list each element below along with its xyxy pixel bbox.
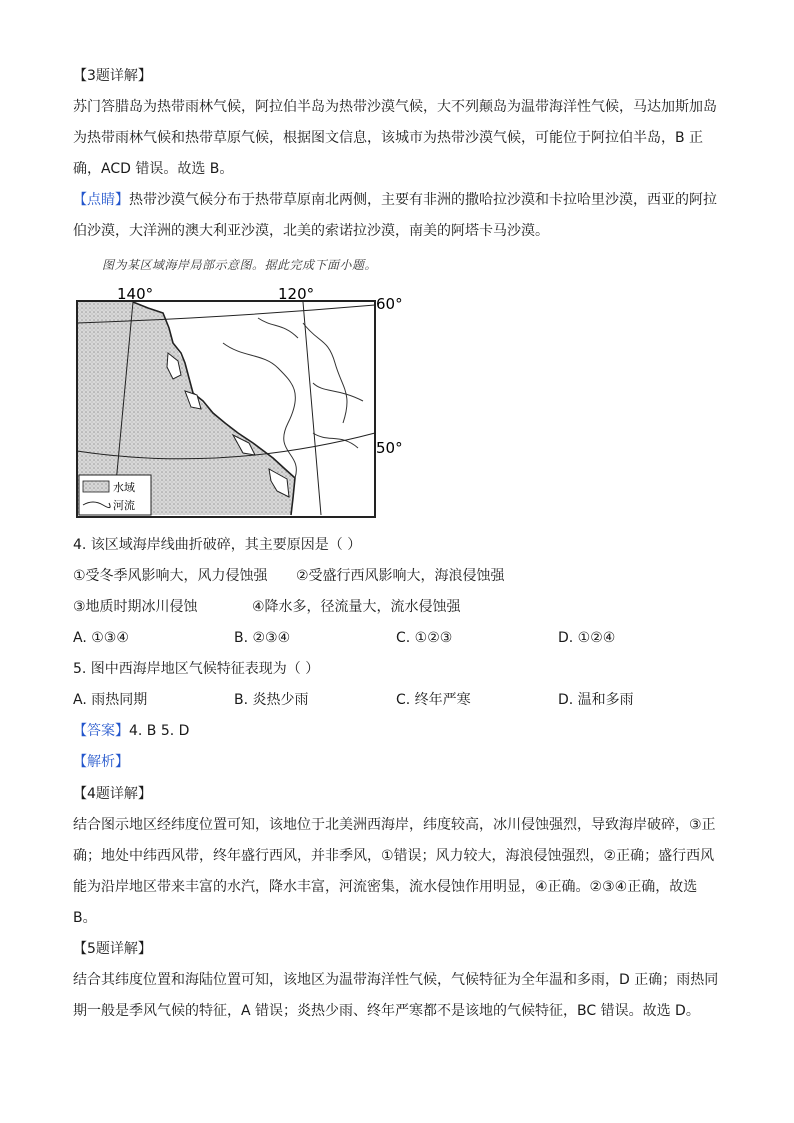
dianjing-tag: 【点睛】 (73, 192, 129, 208)
q4-option-a: A. ①③④ (73, 630, 129, 646)
q3-detail-line-3: 确，ACD 错误。故选 B。 (73, 161, 234, 177)
lat-label-60: 60° (376, 295, 403, 313)
legend-water-label: 水域 (113, 481, 135, 494)
q5-stem: 5. 图中西海岸地区气候特征表现为（ ） (73, 661, 320, 677)
q5-option-d: D. 温和多雨 (558, 692, 634, 708)
q3-detail-line-2: 为热带雨林气候和热带草原气候，根据图文信息，该城市为热带沙漠气候，可能位于阿拉伯半岛，B 正 (73, 130, 704, 146)
q4-detail-line-3: 能为沿岸地区带来丰富的水汽，降水丰富，河流密集，流水侵蚀作用明显，④正确。②③④正确，故选 (73, 879, 698, 895)
q4-item-4: ④降水多，径流量大，流水侵蚀强 (252, 599, 461, 615)
q4-item-1: ①受冬季风影响大，风力侵蚀强 (73, 568, 268, 584)
analysis-tag: 【解析】 (73, 754, 129, 770)
q4-item-2: ②受盛行西风影响大，海浪侵蚀强 (296, 568, 505, 584)
q4-stem: 4. 该区域海岸线曲折破碎，其主要原因是（ ） (73, 537, 362, 553)
lon-label-140: 140° (117, 285, 154, 303)
q5-detail-line-2: 期一般是季风气候的特征，A 错误；炎热少雨、终年严寒都不是该地的气候特征，BC 错误。故选 D。 (73, 1003, 700, 1019)
q4-detail-line-1: 结合图示地区经纬度位置可知，该地位于北美洲西海岸，纬度较高，冰川侵蚀强烈，导致海岸破碎，③正 (73, 817, 716, 833)
q5-detail-line-1: 结合其纬度位置和海陆位置可知，该地区为温带海洋性气候，气候特征为全年温和多雨，D 正确；雨热同 (73, 972, 719, 988)
legend-river-label: 河流 (113, 499, 135, 512)
dianjing-text: 热带沙漠气候分布于热带草原南北两侧，主要有非洲的撒哈拉沙漠和卡拉哈里沙漠，西亚的阿拉 (129, 192, 717, 208)
answer-line (73, 721, 189, 741)
answer-text: 4. B 5. D (129, 723, 190, 739)
q4-option-b: B. ②③④ (234, 630, 291, 646)
q4-option-d: D. ①②④ (558, 630, 616, 646)
q4-detail-header: 【4题详解】 (73, 786, 152, 802)
q5-option-c: C. 终年严寒 (396, 692, 471, 708)
coast-map (73, 283, 413, 523)
lat-label-50: 50° (376, 439, 403, 457)
q5-option-a: A. 雨热同期 (73, 692, 148, 708)
q4-option-c: C. ①②③ (396, 630, 453, 646)
lon-label-120: 120° (278, 285, 315, 303)
q4-detail-line-2: 确；地处中纬西风带，终年盛行西风，并非季风，①错误；风力较大，海浪侵蚀强烈，②正确；盛行西风 (73, 848, 715, 864)
map-caption: 图为某区域海岸局部示意图。据此完成下面小题。 (102, 258, 378, 272)
q5-detail-header: 【5题详解】 (73, 941, 152, 957)
q4-item-3: ③地质时期冰川侵蚀 (73, 599, 198, 615)
q4-detail-line-4: B。 (73, 910, 97, 926)
legend-water-swatch (83, 481, 109, 492)
q5-option-b: B. 炎热少雨 (234, 692, 309, 708)
q3-dianjing-line-2: 伯沙漠，大洋洲的澳大利亚沙漠，北美的索诺拉沙漠，南美的阿塔卡马沙漠。 (73, 223, 549, 239)
answer-tag: 【答案】 (73, 723, 129, 739)
q3-dianjing-line-1 (73, 190, 717, 210)
q3-detail-line-1: 苏门答腊岛为热带雨林气候，阿拉伯半岛为热带沙漠气候，大不列颠岛为温带海洋性气候，马达加斯加岛 (73, 99, 717, 115)
q3-detail-header: 【3题详解】 (73, 68, 152, 84)
